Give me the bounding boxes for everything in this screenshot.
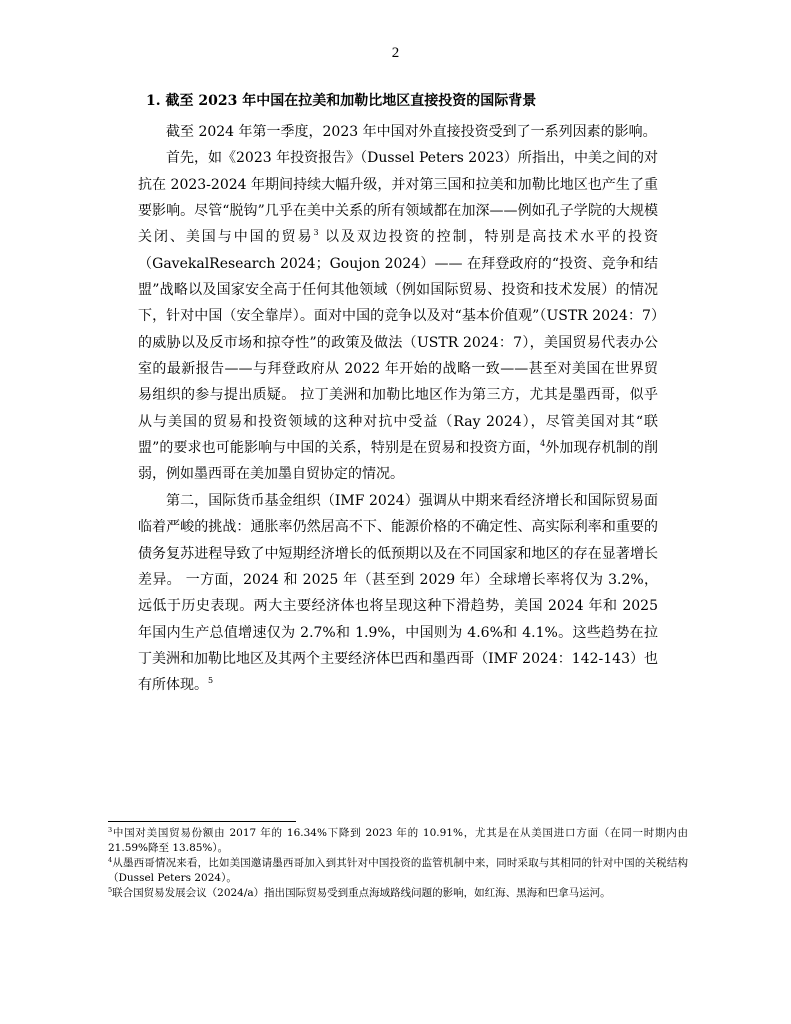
paragraph-text: 第二，国际货币基金组织（IMF 2024）强调从中期来看经济增长和国际贸易面临着严峻的挑战：通胀率仍然居高不下、能源价格的不确定性、高实际利率和重要的债务复苏进程导致了中短期经济增长的低预期以及在不同国家和地区的存在显著增长差异。 一方面，2024 和 2025 年（甚至到 2029 年）全球增长率将仅为 3.2%，远低于历史表现。两大主要经济体也将呈现这种下滑趋势，美国 2024 年和 2025 年国内生产总值增速仅为 2.7%和 1.9%，中国则为 4.6%和 4.1%。这些趋势在拉丁美洲和加勒比地区及其两个主要经济体巴西和墨西哥（IMF 2024：142-143）也有所体现。 (138, 492, 658, 694)
footnote-ref[interactable]: 4 (540, 439, 546, 449)
paragraph-text: 以及双边投资的控制，特别是高技术水平的投资（GavekalResearch 2024；Goujon 2024）—— 在拜登政府的“投资、竞争和结盟”战略以及国家安全高于任何其他领域（例如国际贸易、投资和技术发展）的情况下，针对中国（安全靠岸）。面对中国的竞争以及对“基本价值观”（USTR 2024：7）的威胁以及反市场和掠夺性”的政策及做法（USTR 2024：7），美国贸易代表办公室的最新报告——与拜登政府从 2022 年开始的战略一致——甚至对美国在世界贸易组织的参与提出质疑。 拉丁美洲和加勒比地区作为第三方，尤其是墨西哥，似乎从与美国的贸易和投资领域的这种对抗中受益（Ray 2024），尽管美国对其“联盟”的要求也可能影响与中国的关系，特别是在贸易和投资方面， (138, 229, 659, 457)
paragraph-text: 截至 2024 年第一季度，2023 年中国对外直接投资受到了一系列因素的影响。 (166, 124, 657, 140)
paragraph (138, 119, 658, 145)
body-text (138, 119, 658, 699)
footnote (108, 826, 688, 856)
footnote (108, 856, 688, 886)
footnote (108, 886, 688, 901)
paragraph (138, 488, 658, 699)
page-number: 2 (391, 45, 400, 61)
footnote-mark: 5 (108, 886, 113, 894)
footnote-mark: 4 (108, 856, 113, 864)
footnote-text: 联合国贸易发展会议（2024/a）指出国际贸易受到重点海域路线问题的影响，如红海、黑海和巴拿马运河。 (112, 887, 611, 899)
paragraph (138, 145, 658, 487)
section-heading: 1. 截至 2023 年中国在拉美和加勒比地区直接投资的国际背景 (146, 93, 537, 109)
footnotes (108, 826, 688, 901)
footnote-mark: 3 (108, 826, 113, 834)
footnote-text: 从墨西哥情况来看，比如美国邀请墨西哥加入到其针对中国投资的监管机制中来，同时采取与其相同的针对中国的关税结构（Dussel Peters 2024）。 (108, 857, 688, 884)
paragraph-text: 外加现存机制的削弱，例如墨西哥在美加墨自贸协定的情况。 (138, 440, 659, 483)
footnote-divider (108, 821, 296, 822)
paragraph-text: 首先，如《2023 年投资报告》（Dussel Peters 2023）所指出，中美之间的对抗在 2023-2024 年期间持续大幅升级，并对第三国和拉美和加勒比地区也产生了重要影响。尽管“脱钩”几乎在美中关系的所有领域都在加深——例如孔子学院的大规模关闭、美国与中国的贸易 (138, 150, 658, 246)
footnote-ref[interactable]: 3 (313, 228, 319, 238)
footnote-ref[interactable]: 5 (208, 676, 214, 686)
footnote-text: 中国对美国贸易份额由 2017 年的 16.34%下降到 2023 年的 10.91%，尤其是在从美国进口方面（在同一时期内由 21.59%降至 13.85%）。 (108, 827, 688, 854)
